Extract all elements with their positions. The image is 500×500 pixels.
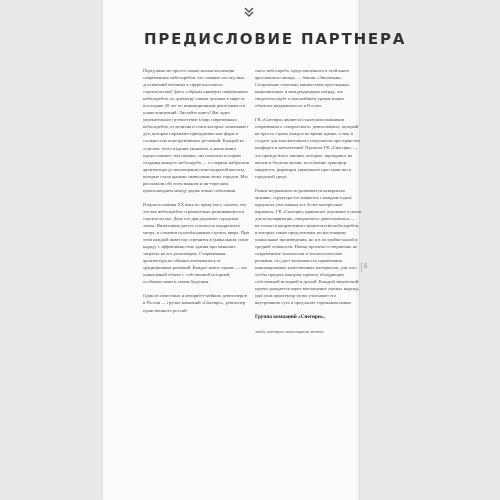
paragraph: ГК «Снегири» является основ-ноположником современного «творческого» девелопмента, который не просто строит каждое ко-время здание, а еще и создает для взыскательного покупателя пространство комфорта и впечатлений. Проекты ГК «Снегири» — это прежде всего эмоции, которые, зарождаясь на вагоне и богатом жизни, постепенно трансфор-мируются, формируя уникальное пространство в городской среде. [255, 117, 360, 179]
page-title: ПРЕДИСЛОВИЕ ПАРТНЕРА [144, 30, 407, 48]
signature-company: Группа компаний «Снегири», [255, 313, 325, 320]
paragraph: Рынок недвижимости развивается невероятно активно, структура его меняется с каждым годом, предлагая участникам все более интересные варианты. ГК «Снегири» пришагает огромные усилия для популяризации «творческого девелопмента» — не только в направлении строительства небоскребов, в которых также представлены по-настоящему уникальные произведения, но и в застройке малой и средней этажности. Новые проекты со-вершенно на современные технологии и технологические решения, что дает возможность применения инновационных качественных материалов, для того чтобы придать каждому проекту обладающее собственной историей и душой. Каждый творческий проект рождается через воплощение смелых надежд, при этом архитектор чутко учитывает его внутреннюю суть и предлагает горожанам новые [255, 187, 361, 306]
paragraph: Перед вами не просто самая полная коллекция современных небоскребов, это главные послед-ных достижений человека в сфере высотного строительства! Здесь собраны примеры современных небоскребов, по диаметру самым лучшим в мире за последние 20 лет по инновационным реше-ниям и в плане концепций. Листайте книгу! Вас ждет увлекательное путешествие в мир современных небоскребов, от величия и стати которых захватывает дух, которые поражают причудливостью форм и сложностью конструктивных ре-шений. Каждый из «героев» этого издания уникален, и наша книга предоставляет, тем именно, мы показали историю создания каждого небоскреба — от первых набросков архитектора до воплощения семи-надцатой высоты, которые стали яркими символами своих городов. Мы рассказали обо всем важном и ин-тересном, произошедшем между двумя этими событиями. [143, 68, 249, 193]
text-column-left [143, 67, 249, 321]
signature-tagline: люди, которые воплощают мечты [255, 328, 324, 334]
paragraph: ского небоскреба, представленного в этой книге ярославского автора, — башни «Эволюция». Сооружение отмечено множеством престижных национальных и международных наград, что свидетельствует о высочайшем уровне новых объектов недвижимости в России. [255, 68, 350, 109]
chevron-ornament-icon [243, 6, 255, 20]
page-number: 5 [361, 262, 372, 272]
text-column-right [255, 67, 361, 342]
paragraph: Один из известных и авторитет-нейших девелоперов в России — группа компаний «Снегири», девелопер единственного россий- [143, 293, 247, 313]
paragraph: Вторая половина XX века по праву могу сказать, что это век небоскребов стремительно развивающегося строительства. День ото дня дорожает городская земля. Интенсивно растет стоимость квадратного метра, и становится необходимым строить вверх. При этом каждый инвестор стремится в уникальном стиле наряду с эффективностью здания при меньших затратах на его реализацию. Современная архитектура не обязана отказываться от традиционных решений. Каждое новое здание — это уникальный объект с собственной историей, особенностями и своим будущим. [143, 201, 249, 285]
